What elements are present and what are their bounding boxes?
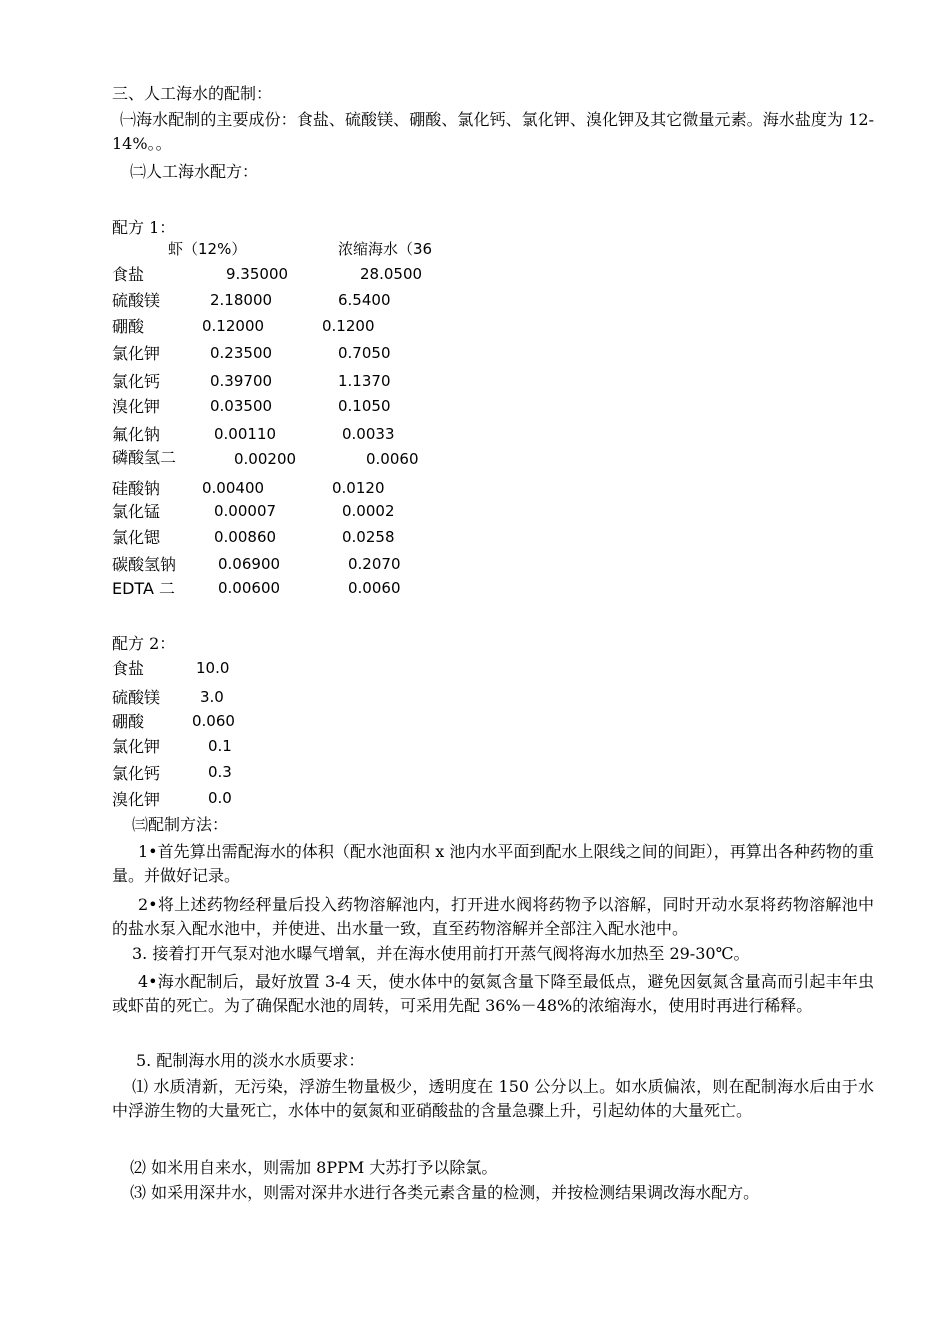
formula-1-row-name: 氯化锰 [112,502,161,521]
step-2-text: 2•将上述药物经秤量后投入药物溶解池内，打开进水阀将药物予以溶解，同时开动水泵将药物溶解池中的盐水泵入配水池中，并使进、出水量一致，直至药物溶解并全部注入配水池中。 [112,895,874,938]
step-1-text: 1•首先算出需配海水的体积（配水池面积 x 池内水平面到配水上限线之间的间距），再算出各种药物的重量。并做好记录。 [112,842,874,885]
item-2-heading: ㈡人工海水配方： [130,162,259,181]
formula-1-row-conc: 0.0060 [366,450,419,468]
formula-1-row-name: 磷酸氢二 [112,448,177,467]
formula-1-row-shrimp: 0.03500 [210,397,273,415]
formula-1-row-shrimp: 0.00200 [234,450,297,468]
formula-1-row-conc: 28.0500 [360,265,423,283]
formula-1-row-name: 氯化钾 [112,344,161,363]
formula-2-row-value: 0.1 [208,737,232,755]
formula-1-row-shrimp: 9.35000 [226,265,289,283]
formula-1-row-shrimp: 0.06900 [218,555,281,573]
formula-1-row-shrimp: 0.00860 [214,528,277,546]
formula-1-row-shrimp: 0.12000 [202,317,265,335]
formula-1-row-shrimp: 0.23500 [210,344,273,362]
formula-1-row-conc: 0.0120 [332,479,385,497]
formula-1-row-conc: 0.0060 [348,579,401,597]
formula-1-col-shrimp: 虾（12%） [168,240,247,258]
formula-1-row-conc: 0.2070 [348,555,401,573]
requirement-2-text: ⑵ 如米用自来水，则需加 8PPM 大苏打予以除氯。 [130,1158,498,1177]
formula-2-row-name: 氯化钙 [112,764,161,783]
formula-1-row-name: 溴化钾 [112,397,161,416]
formula-1-col-concentrated: 浓缩海水（36 [338,240,433,258]
formula-2-row-name: 硫酸镁 [112,688,161,707]
requirement-1-text: ⑴ 水质清新，无污染，浮游生物量极少，透明度在 150 公分以上。如水质偏浓，则在配制海水后由于水中浮游生物的大量死亡，水体中的氨氮和亚硝酸盐的含量急骤上升，引起幼体的大量死亡。 [112,1077,874,1120]
formula-2-row-name: 食盐 [112,659,145,678]
formula-1-row-conc: 0.7050 [338,344,391,362]
formula-1-row-conc: 0.0033 [342,425,395,443]
formula-2-row-value: 10.0 [196,659,230,677]
formula-2-row-value: 3.0 [200,688,224,706]
formula-1-row-name: 食盐 [112,265,145,284]
formula-2-row-name: 硼酸 [112,712,145,731]
requirement-3-text: ⑶ 如采用深井水，则需对深井水进行各类元素含量的检测，并按检测结果调改海水配方。 [130,1183,760,1202]
step-5-text: 5. 配制海水用的淡水水质要求： [136,1051,365,1070]
formula-1-row-shrimp: 0.00400 [202,479,265,497]
formula-1-row-conc: 6.5400 [338,291,391,309]
formula-1-row-name: 碳酸氢钠 [112,555,177,574]
formula-2-row-value: 0.3 [208,763,232,781]
step-4-text: 4•海水配制后，最好放置 3-4 天，使水体中的氨氮含量下降至最低点，避免因氨氮含量高而引起丰年虫或虾苗的死亡。为了确保配水池的周转，可采用先配 36%－48%的浓缩海水，使用时再进行稀释。 [112,972,874,1015]
step-3-text: 3. 接着打开气泵对池水曝气增氧，并在海水使用前打开蒸气阀将海水加热至 29-30℃。 [132,944,750,963]
formula-2-row-name: 氯化钾 [112,737,161,756]
formula-1-row-name: 氯化锶 [112,528,161,547]
formula-1-row-name: 硅酸钠 [112,479,161,498]
formula-1-title: 配方 1： [112,218,176,237]
formula-2-title: 配方 2： [112,634,176,653]
formula-1-row-conc: 0.0258 [342,528,395,546]
formula-1-row-name: 硫酸镁 [112,291,161,310]
formula-1-row-shrimp: 0.00110 [214,425,277,443]
formula-1-row-conc: 0.0002 [342,502,395,520]
formula-2-row-value: 0.0 [208,789,232,807]
formula-1-row-conc: 0.1200 [322,317,375,335]
formula-1-row-conc: 1.1370 [338,372,391,390]
formula-1-row-shrimp: 0.00007 [214,502,277,520]
formula-2-row-value: 0.060 [192,712,235,730]
formula-1-row-shrimp: 0.39700 [210,372,273,390]
formula-1-row-name: 氟化钠 [112,425,161,444]
item-1-text: ㈠海水配制的主要成份：食盐、硫酸镁、硼酸、氯化钙、氯化钾、溴化钾及其它微量元素。海水盐度为 12-14%。。 [112,110,874,153]
formula-1-row-conc: 0.1050 [338,397,391,415]
formula-1-row-name: 硼酸 [112,317,145,336]
section-title: 三、人工海水的配制： [112,84,273,103]
formula-1-row-name: EDTA 二 [112,579,175,598]
formula-2-row-name: 溴化钾 [112,790,161,809]
item-3-heading: ㈢配制方法： [132,815,229,834]
formula-1-row-name: 氯化钙 [112,372,161,391]
formula-1-row-shrimp: 2.18000 [210,291,273,309]
formula-1-row-shrimp: 0.00600 [218,579,281,597]
